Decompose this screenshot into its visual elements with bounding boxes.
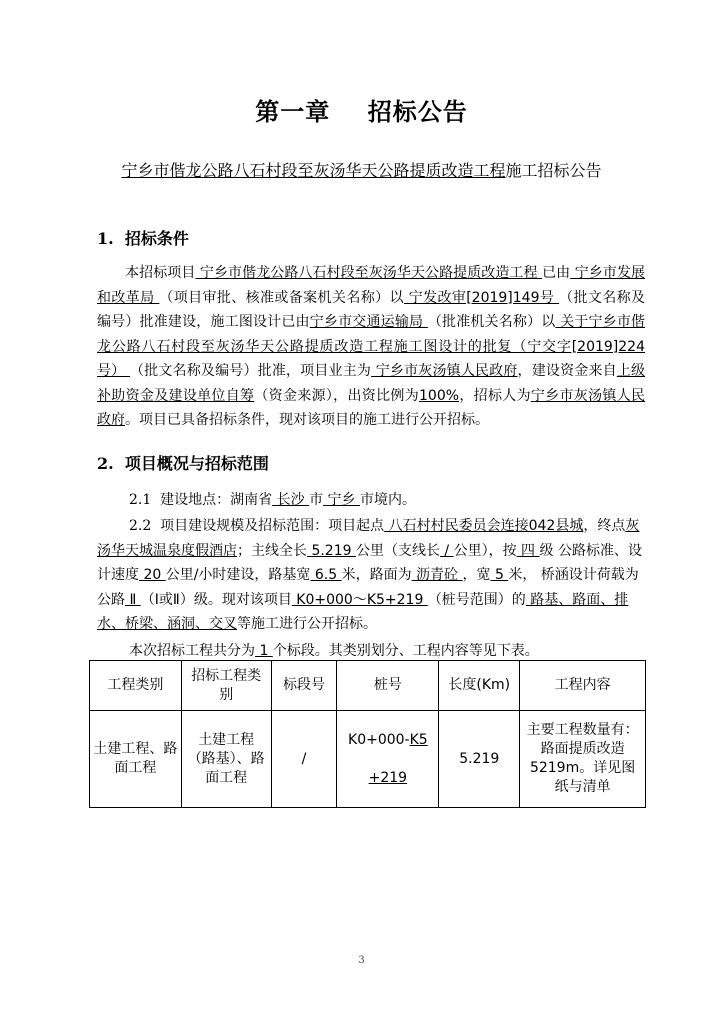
text: （资金来源），出资比例为 xyxy=(254,387,420,404)
item-number: 2.2 xyxy=(129,518,152,534)
table-header-cell: 标段号 xyxy=(271,661,337,711)
text: （批文名称及编号）批准，项目业主为 xyxy=(130,363,372,379)
speed: 20 xyxy=(139,567,166,583)
section-number: 2. xyxy=(97,454,114,473)
text: 已由 xyxy=(542,265,571,281)
text: 建设地点：湖南省 xyxy=(160,492,273,508)
text: （批文名称及编号）批准建设，施工图设计已由 xyxy=(97,289,646,330)
section-title: 招标条件 xyxy=(124,229,189,248)
surface: 沥青砼 xyxy=(411,567,463,583)
section-title: 项目概况与招标范围 xyxy=(124,454,269,473)
text: 公里），按 xyxy=(453,542,517,559)
ratio: 100% xyxy=(419,387,460,404)
text: （项目审批、核准或备案机关名称）以 xyxy=(159,289,404,306)
notice-subtitle xyxy=(0,158,723,181)
text: 米， 桥涵设计荷载为公路 xyxy=(97,567,639,608)
approval-doc: 宁发改审[2019]149号 xyxy=(403,289,560,306)
table-header-row xyxy=(90,661,646,711)
text: （批准机关名称）以 xyxy=(427,314,556,330)
text: （桩号范围）的 xyxy=(427,591,526,608)
length: 5.219 xyxy=(307,542,356,559)
table-row xyxy=(90,711,646,808)
text: ，建设资金来自 xyxy=(517,363,617,379)
approver: 宁乡市发展和改革局 xyxy=(97,265,646,306)
cell-tender-category: 土建工程（路基）、路面工程 xyxy=(181,711,271,808)
owner: 宁乡市灰汤镇人民政府 xyxy=(371,363,518,379)
cell-length: 5.219 xyxy=(439,711,520,808)
stake-part: K0+000- xyxy=(348,731,410,748)
section-heading-1 xyxy=(97,226,189,249)
text: 个标段。其类别划分、工程内容等见下表。 xyxy=(272,643,539,659)
scope: 路基、路面、排水、桥梁、涵洞、交叉 xyxy=(97,591,629,632)
text: ，终点 xyxy=(583,518,626,534)
text: ，宽 xyxy=(462,567,491,583)
table-header-cell: 工程内容 xyxy=(520,661,646,711)
subtitle-project-name: 宁乡市偕龙公路八石村段至灰汤华天公路提质改造工程 xyxy=(121,161,506,180)
text: 等施工进行公开招标。 xyxy=(237,616,377,632)
subtitle-suffix: 施工招标公告 xyxy=(505,161,602,180)
stake-range: K0+000～K5+219 xyxy=(291,591,428,608)
stake-part: K5 xyxy=(409,731,428,748)
text: 本次招标工程共分为 xyxy=(129,643,255,659)
text: （Ⅰ或Ⅱ）级。现对该项目 xyxy=(140,591,292,608)
page-number: 3 xyxy=(358,955,365,966)
county: 宁乡 xyxy=(323,492,360,508)
load-class: Ⅱ xyxy=(125,591,141,608)
grade: 四 xyxy=(516,542,540,559)
section-number: 1. xyxy=(97,229,114,248)
stake-part: +219 xyxy=(368,769,408,786)
table-header-cell: 工程类别 xyxy=(90,661,182,711)
chapter-title: 第一章 招标公告 xyxy=(255,98,468,126)
table-header-cell: 招标工程类别 xyxy=(181,661,271,711)
text: 。项目已具备招标条件，现对该项目的施工进行公开招标。 xyxy=(125,412,489,428)
text: 级 公路标准、设计速度 xyxy=(97,542,642,583)
table-header-cell: 长度(Km) xyxy=(439,661,520,711)
text: ；主线全长 xyxy=(237,542,307,559)
section-heading-2 xyxy=(97,451,269,474)
design-doc: 关于宁乡市偕龙公路八石村段至灰汤华天公路提质改造工程施工图设计的批复（宁交字[2019]224号） xyxy=(97,314,646,379)
construction-location xyxy=(97,488,649,513)
text: 项目建设规模及招标范围：项目起点 xyxy=(160,518,385,534)
cell-stake xyxy=(337,711,439,808)
item-number: 2.1 xyxy=(129,492,152,508)
cell-category: 土建工程、路面工程 xyxy=(90,711,182,808)
text: ，招标人为 xyxy=(459,387,531,404)
project-name: 宁乡市偕龙公路八石村段至灰汤华天公路提质改造工程 xyxy=(195,265,543,281)
text: 本招标项目 xyxy=(125,265,196,281)
text: 米，路面为 xyxy=(341,567,412,583)
tender-table xyxy=(89,660,646,808)
start-point: 八石村村民委员会连接042县城 xyxy=(384,518,584,534)
section-count: 1 xyxy=(255,643,273,659)
end-point: 灰汤华天城温泉度假酒店 xyxy=(97,518,640,559)
table-header-cell: 桩号 xyxy=(337,661,439,711)
text: 市 xyxy=(309,492,324,508)
cell-section-no: / xyxy=(271,711,337,808)
text: 公里（支线长 xyxy=(355,542,440,559)
design-approver: 宁乡市交通运输局 xyxy=(309,314,428,330)
roadbed-width: 6.5 xyxy=(310,567,342,583)
cell-content: 主要工程数量有：路面提质改造5219m。详见图纸与清单 xyxy=(520,711,646,808)
branch-length: / xyxy=(439,542,454,559)
tender-conditions-paragraph xyxy=(97,261,645,433)
fund-source: 上级补助资金及建设单位自筹 xyxy=(97,363,646,404)
city: 长沙 xyxy=(272,492,310,508)
text: 公里/小时建设，路基宽 xyxy=(165,567,311,583)
surface-width: 5 xyxy=(490,567,509,583)
tenderer: 宁乡市灰汤镇人民政府 xyxy=(97,387,646,428)
construction-scope xyxy=(97,514,649,637)
text: 市境内。 xyxy=(359,492,416,508)
